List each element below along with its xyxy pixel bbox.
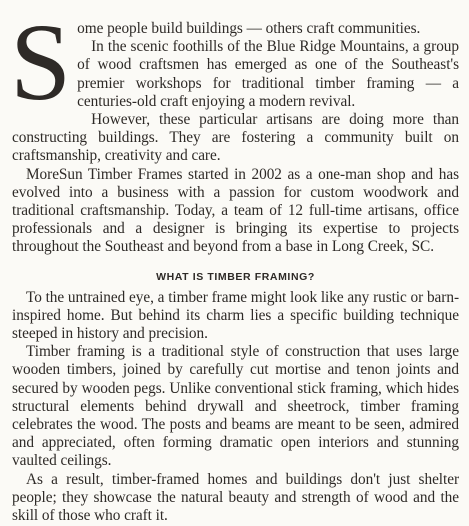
intro-line: ome people build buildings — others craft communities. [77, 20, 421, 37]
paragraph-6: As a result, timber-framed homes and buildings don't just shelter people; they showcase the natural beauty and strength of wood and the skill of those who craft it. [12, 470, 459, 525]
paragraph-1: In the scenic foothills of the Blue Ridge Mountains, a group of wood craftsmen has emerged as one of the Southeast's premier workshops for traditional timber framing — a centuries-old craft enjoying a modern revival. [77, 38, 459, 110]
paragraph-3: MoreSun Timber Frames started in 2002 as a one-man shop and has evolved into a business with a passion for custom woodwork and traditional craftsmanship. Today, a team of 12 full-time artisans, office professionals and a designer is bringing its expertise to projects throughout the Southeast and beyond from a base in Long Creek, SC. [12, 165, 459, 256]
paragraph-4: To the untrained eye, a timber frame might look like any rustic or barn-inspired home. But behind its charm lies a specific building technique steeped in history and precision. [12, 288, 459, 343]
section-heading: WHAT IS TIMBER FRAMING? [156, 270, 315, 283]
paragraph-5: Timber framing is a traditional style of construction that uses large wooden timbers, joined by carefully cut mortise and tenon joints and secured by wooden pegs. Unlike conventional stick framing, which hides structural elements behind drywall and sheetrock, timber framing celebrates the wood. The posts and beams are meant to be seen, admired and appreciated, often forming dramatic open interiors and stunning vaulted ceilings. [12, 343, 459, 470]
paragraph-2: However, these particular artisans are doing more than constructing buildings. They are fostering a community built on craftsmanship, creativity and care. [12, 111, 459, 165]
drop-cap: S [10, 1, 72, 123]
